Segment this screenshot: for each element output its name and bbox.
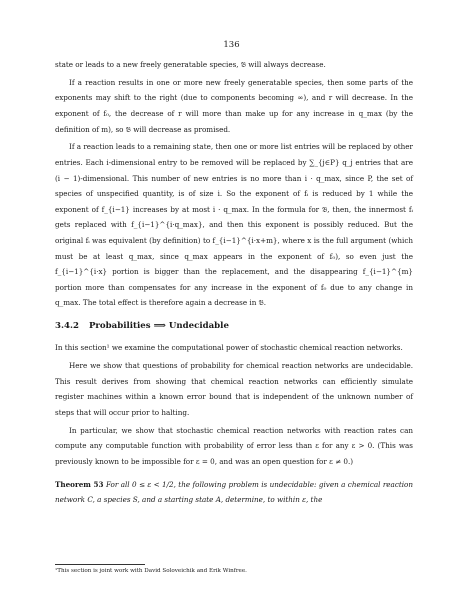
paragraph-3: If a reaction leads to a remaining state, then one or more list entries will be replaced by other entries. Each i-dimensional entry to be removed will be replaced by ∑_{j∈P} q_j entries that are (i − 1)-dimensional. This number of new entries is no more than i · q_max, since P, the set of species of unspecified quantity, is of size i. So the exponent of fᵢ is reduced by 1 while the exponent of f_{i−1} increases by at most i · q_max. In the formula for 𝔅, then, the innermost fᵢ gets replaced with f_{i−1}^{i·q_max}, and then this exponent is possibly reduced. But the original fᵢ was equivalent (by definition) to f_{i−1}^{i·x+m}, where x is the full argument (which must be at least q_max, since q_max appears in the exponent of f₀), so even just the f_{i−1}^{i·x} portion is bigger than the replacement, and the disappearing f_{i−1}^{m} portion more than compensates for any increase in the exponent of f₀ due to any change in q_max. The total effect is therefore again a decrease in 𝔅. (55, 142, 413, 308)
paragraph-1: state or leads to a new freely generatable species, 𝔅 will always decrease. (55, 60, 326, 69)
page-body (55, 57, 413, 510)
section-heading (55, 319, 413, 335)
theorem-text: For all 0 ≤ ε < 1/2, the following problem is undecidable: given a chemical reaction network C, a species S, and a starting state A, determine, to within ε, the (55, 479, 413, 505)
section-number: 3.4.2 (55, 320, 79, 331)
page-number: 136 (223, 40, 240, 50)
theorem-label: Theorem 53 (55, 479, 104, 489)
paragraph-2: If a reaction results in one or more new freely generatable species, then some parts of the exponents may shift to the right (due to components becoming ∞), and r will decrease. In the exponent of f₀, the decrease of r will more than make up for any increase in q_max (by the definition of m), so 𝔅 will decrease as promised. (55, 77, 413, 134)
section-paragraph-3: In particular, we show that stochastic chemical reaction networks with reaction rates can compute any computable function with probability of error less than ε for any ε > 0. (This was previously known to be impossible for ε = 0, and was an open question for ε ≠ 0.) (55, 425, 413, 466)
section-title: Probabilities ⟹ Undecidable (88, 320, 229, 331)
footnote-rule (55, 564, 145, 565)
theorem-53 (55, 477, 413, 508)
section-paragraph-1: In this section¹ we examine the computational power of stochastic chemical reaction networks. (55, 343, 403, 353)
section-paragraph-2: Here we show that questions of probability for chemical reaction networks are undecidable. This result derives from showing that chemical reaction networks can efficiently simulate register machines within a known error bound that is independent of the unknown number of steps that will occur prior to halting. (55, 361, 413, 418)
footnote: ¹This section is joint work with David Soloveichik and Erik Winfree. (55, 568, 247, 574)
